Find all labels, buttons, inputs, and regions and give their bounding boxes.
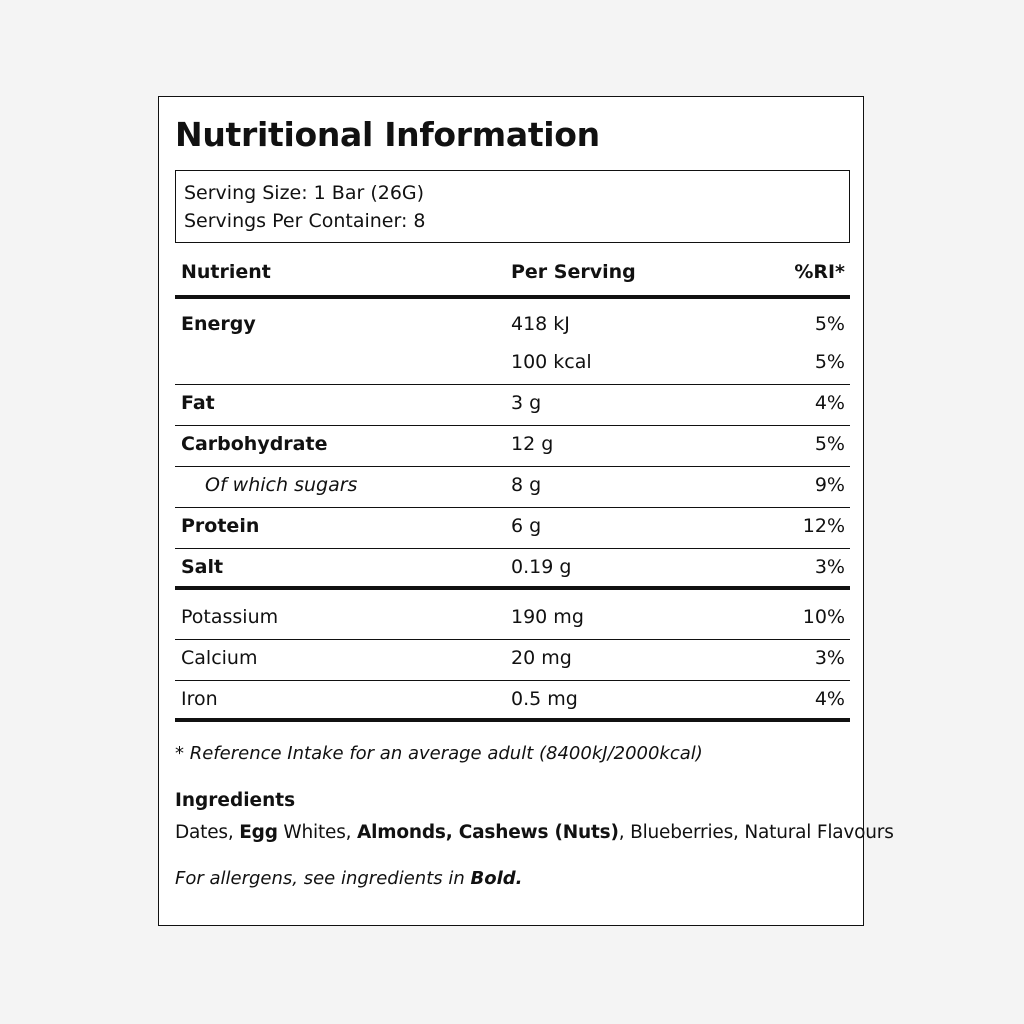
nutrient-ri: 9% — [814, 474, 845, 496]
nutrient-ri: 10% — [802, 606, 845, 628]
table-row — [175, 508, 850, 549]
header-per-serving: Per Serving — [511, 261, 636, 283]
serving-info-box — [175, 170, 850, 243]
nutrient-ri: 3% — [814, 556, 845, 578]
table-row — [175, 549, 850, 590]
nutrient-amount: 418 kJ — [511, 313, 570, 335]
nutrient-ri: 5% — [814, 433, 845, 455]
nutrient-ri: 4% — [814, 392, 845, 414]
allergen-ingredient: Egg — [239, 822, 278, 843]
nutrient-amount: 20 mg — [511, 647, 572, 669]
nutrient-amount: 12 g — [511, 433, 554, 455]
table-row — [175, 299, 850, 347]
nutrient-ri: 5% — [814, 313, 845, 335]
nutrient-amount: 8 g — [511, 474, 542, 496]
nutrient-amount: 0.5 mg — [511, 688, 578, 710]
servings-per-container: Servings Per Container: 8 — [184, 210, 426, 232]
table-row — [175, 426, 850, 467]
label-title: Nutritional Information — [175, 115, 600, 154]
table-row — [175, 467, 850, 508]
table-row — [175, 347, 850, 385]
nutrient-ri: 3% — [814, 647, 845, 669]
nutrient-name: Carbohydrate — [181, 433, 328, 455]
allergen-note-text: For allergens, see ingredients in — [175, 868, 471, 889]
nutrient-name: Iron — [181, 688, 218, 710]
nutrient-amount: 3 g — [511, 392, 542, 414]
header-ri: %RI* — [794, 261, 845, 283]
allergen-note-bold: Bold. — [470, 868, 523, 889]
nutrition-label — [158, 96, 894, 926]
ingredient-text: Whites, — [277, 822, 358, 843]
nutrient-amount: 190 mg — [511, 606, 584, 628]
nutrient-name: Calcium — [181, 647, 258, 669]
header-nutrient: Nutrient — [181, 261, 271, 283]
nutrient-ri: 12% — [802, 515, 845, 537]
ri-footnote: * Reference Intake for an average adult (8400kJ/2000kcal) — [175, 743, 703, 764]
allergen-ingredient: Almonds, Cashews (Nuts) — [357, 822, 619, 843]
nutrition-table — [175, 251, 850, 722]
nutrient-name: Energy — [181, 313, 256, 335]
table-row — [175, 681, 850, 722]
ingredient-text: Dates, — [175, 822, 240, 843]
nutrient-ri: 5% — [814, 351, 845, 373]
serving-size: Serving Size: 1 Bar (26G) — [184, 182, 425, 204]
nutrient-amount: 0.19 g — [511, 556, 572, 578]
nutrient-amount: 100 kcal — [511, 351, 592, 373]
nutrient-name: Salt — [181, 556, 224, 578]
allergen-note — [175, 868, 522, 889]
nutrient-name: Fat — [181, 392, 215, 414]
table-header-row — [175, 251, 850, 299]
nutrient-name: Of which sugars — [205, 474, 358, 496]
ingredients-list — [175, 822, 894, 843]
nutrient-name: Potassium — [181, 606, 279, 628]
nutrient-ri: 4% — [814, 688, 845, 710]
ingredients-title: Ingredients — [175, 790, 296, 811]
table-row — [175, 590, 850, 640]
nutrient-name: Protein — [181, 515, 260, 537]
table-row — [175, 385, 850, 426]
table-row — [175, 640, 850, 681]
nutrient-amount: 6 g — [511, 515, 542, 537]
ingredient-text: , Blueberries, Natural Flavours — [618, 822, 894, 843]
